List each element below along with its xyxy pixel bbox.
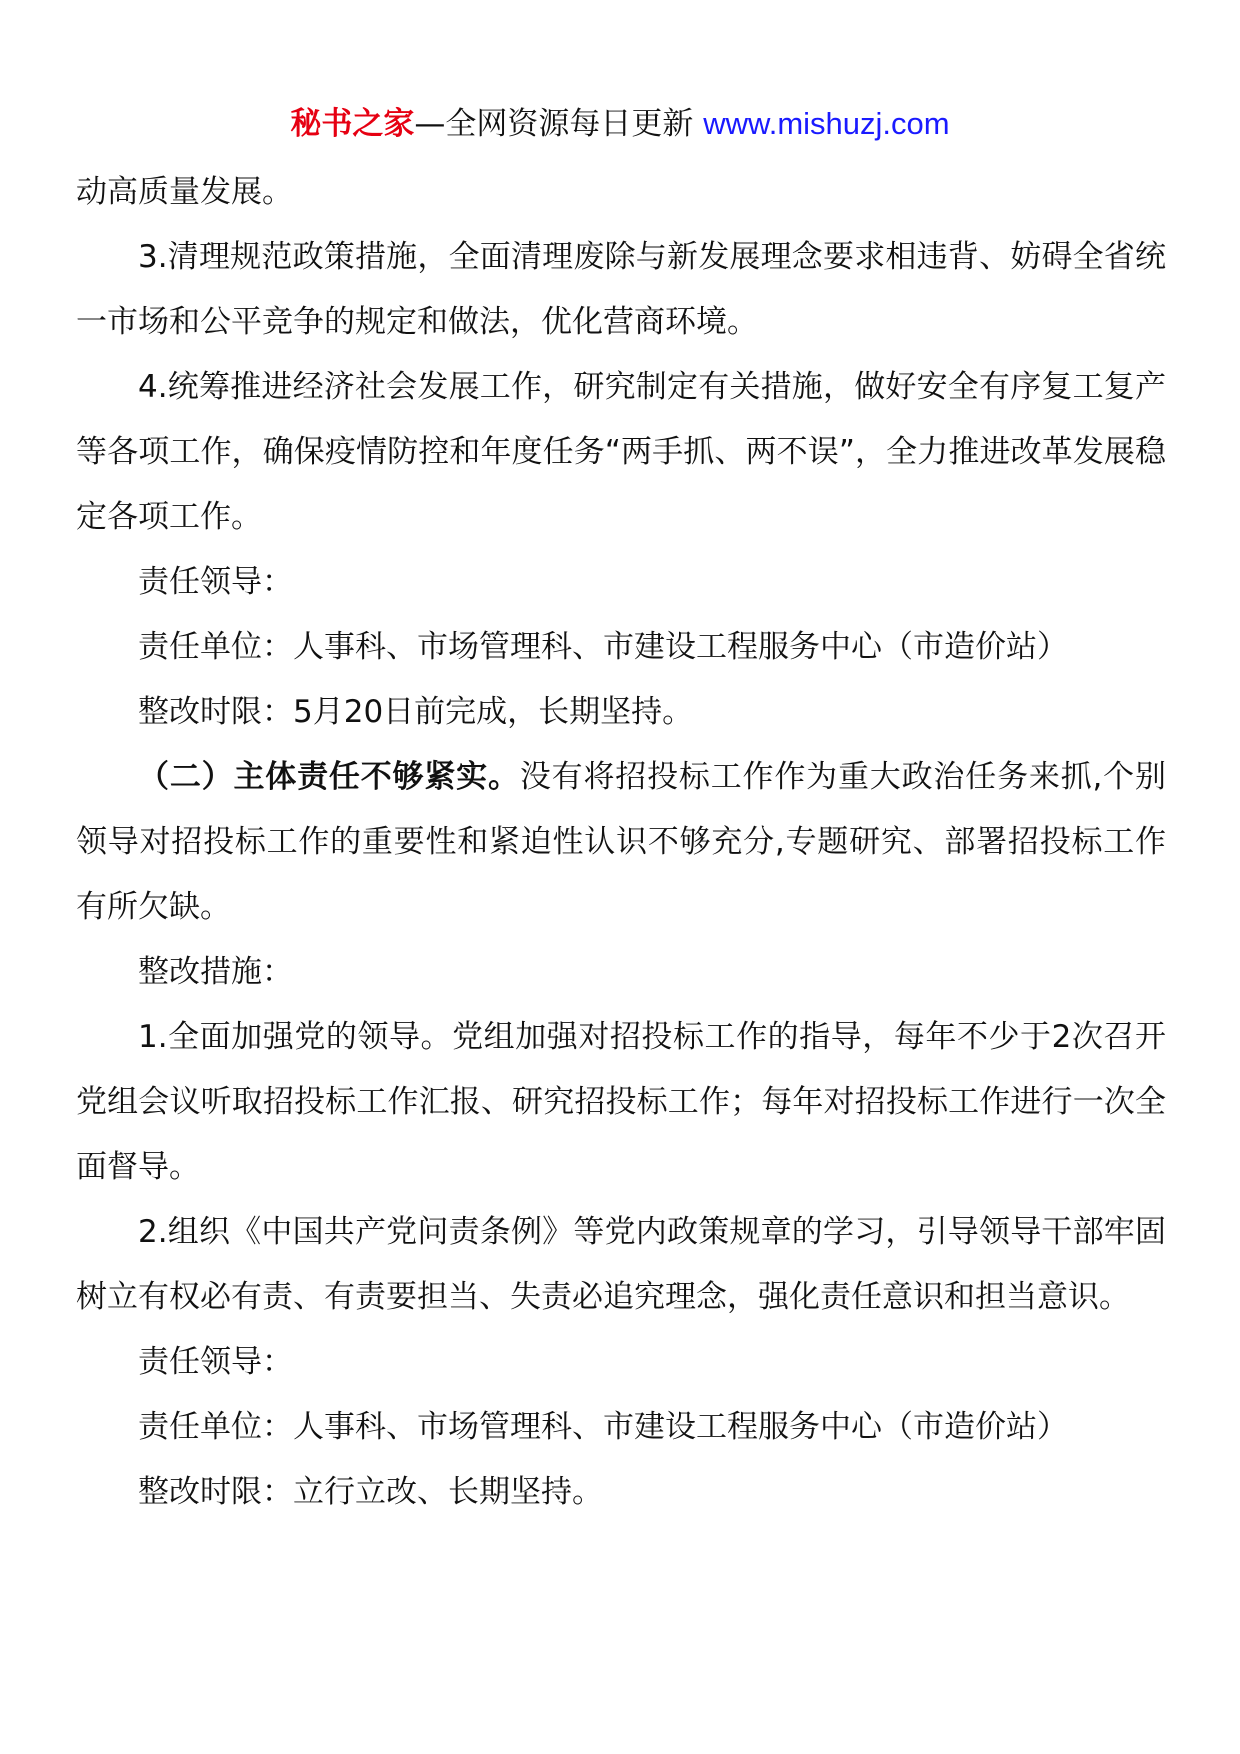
- page-header: [0, 104, 1240, 144]
- responsible-leader-1: 责任领导：: [138, 564, 293, 600]
- responsible-unit-1: 责任单位：人事科、市场管理科、市建设工程服务中心（市造价站）: [138, 629, 1068, 665]
- brand-name: 秘书之家: [290, 106, 415, 142]
- document-body: [76, 160, 1166, 1525]
- section-body: 没有将招投标工作作为重大政治任务来抓,个别领导对招投标工作的重要性和紧迫性认识不够充分,专题研究、部署招投标工作有所欠缺。: [76, 759, 1167, 925]
- deadline-1: 整改时限：5月20日前完成，长期坚持。: [138, 694, 694, 730]
- responsible-unit-2: 责任单位：人事科、市场管理科、市建设工程服务中心（市造价站）: [138, 1409, 1068, 1445]
- paragraph-measure-4: 4.统筹推进经济社会发展工作，研究制定有关措施，做好安全有序复工复产等各项工作，确保疫情防控和年度任务“两手抓、两不误”，全力推进改革发展稳定各项工作。: [76, 369, 1166, 535]
- header-tagline: —全网资源每日更新: [414, 106, 694, 142]
- paragraph-measure-3: 3.清理规范政策措施，全面清理废除与新发展理念要求相违背、妨碍全省统一市场和公平竞争的规定和做法，优化营商环境。: [76, 239, 1166, 340]
- rectification-measures-label: 整改措施：: [138, 954, 293, 990]
- section-heading-paragraph: [76, 745, 1166, 940]
- paragraph-continuation: 动高质量发展。: [76, 174, 293, 210]
- section-heading: （二）主体责任不够紧实。: [138, 759, 520, 795]
- site-url-link[interactable]: www.mishuzj.com: [703, 106, 950, 141]
- paragraph-measure-1: 1.全面加强党的领导。党组加强对招投标工作的指导，每年不少于2次召开党组会议听取招投标工作汇报、研究招投标工作；每年对招投标工作进行一次全面督导。: [76, 1019, 1166, 1185]
- deadline-2: 整改时限：立行立改、长期坚持。: [138, 1474, 603, 1510]
- paragraph-measure-2: 2.组织《中国共产党问责条例》等党内政策规章的学习，引导领导干部牢固树立有权必有责、有责要担当、失责必追究理念，强化责任意识和担当意识。: [76, 1214, 1166, 1315]
- responsible-leader-2: 责任领导：: [138, 1344, 293, 1380]
